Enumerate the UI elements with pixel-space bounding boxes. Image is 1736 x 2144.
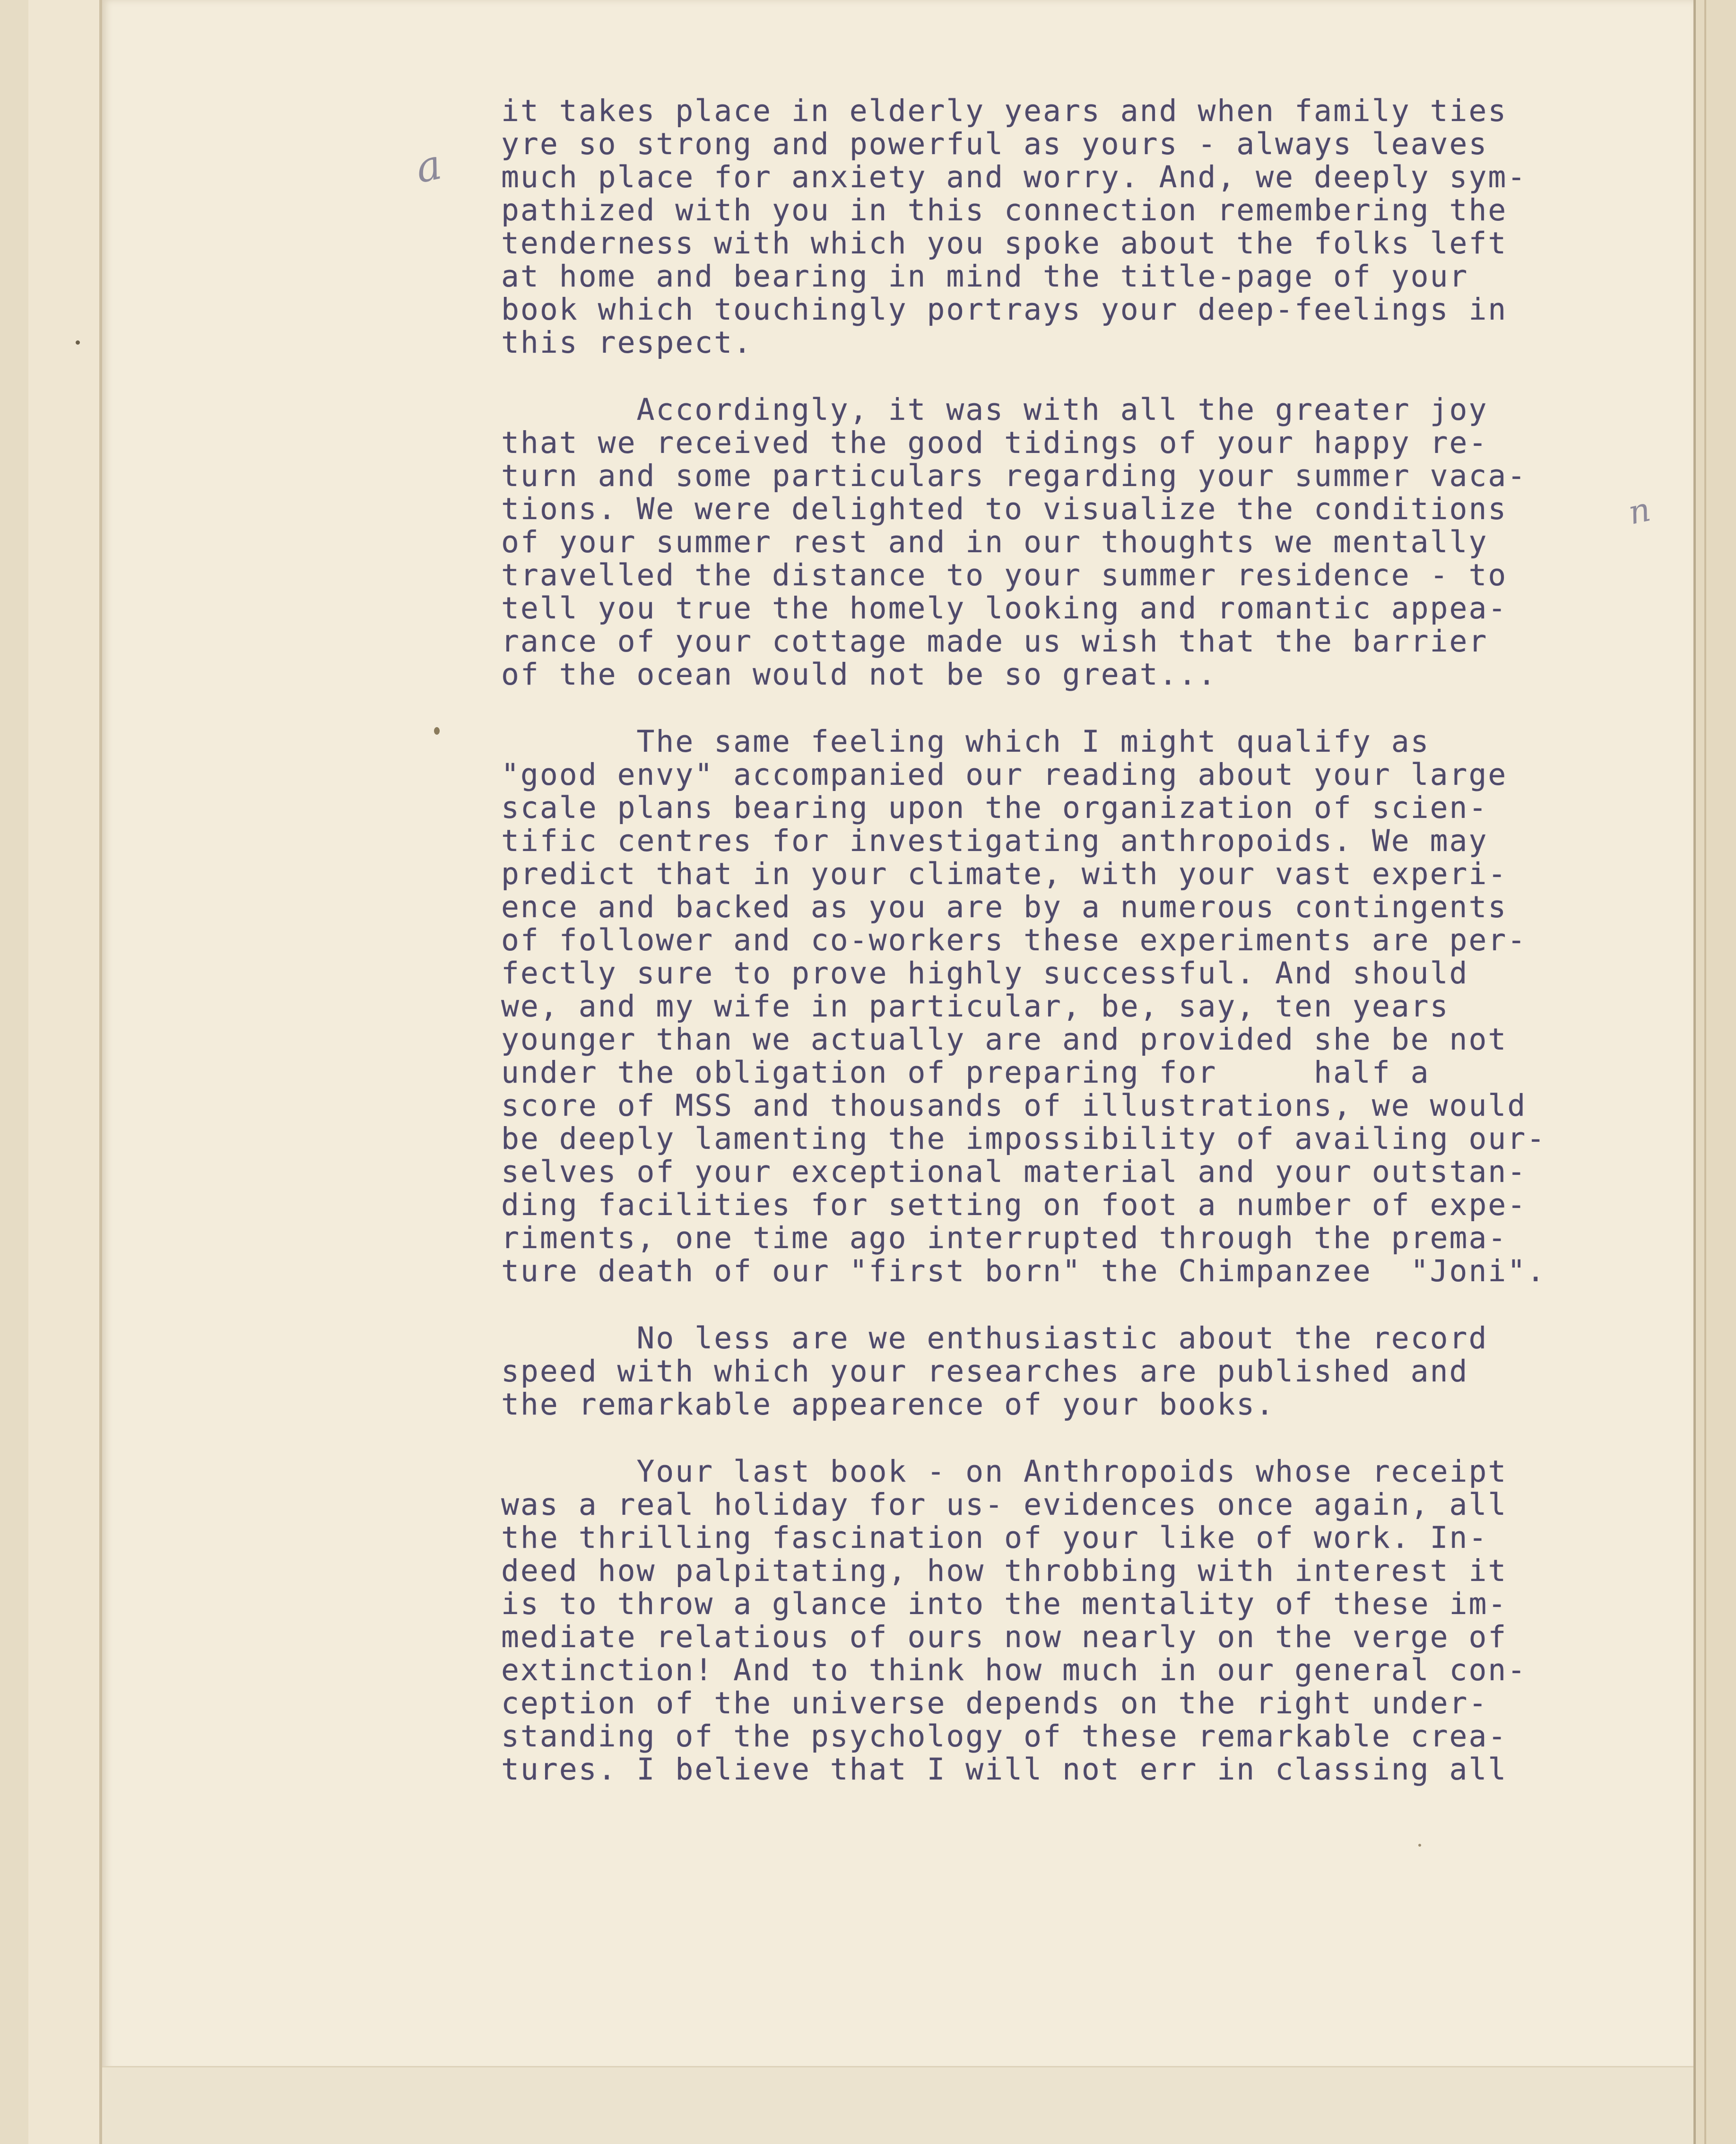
text-line: is to throw a glance into the mentality of these im- [501, 1587, 1508, 1621]
text-line: at home and bearing in mind the title-page of your [501, 259, 1469, 294]
paragraph [501, 95, 1674, 359]
paragraph-gap [501, 359, 1674, 393]
text-line: mediate relatious of ours now nearly on the verge of [501, 1620, 1508, 1654]
paper-speck [1418, 1844, 1421, 1847]
text-line: travelled the distance to your summer residence - to [501, 558, 1508, 592]
text-line: this respect. [501, 325, 753, 360]
text-line: was a real holiday for us- evidences once again, all [501, 1487, 1508, 1522]
text-line: tions. We were delighted to visualize the conditions [501, 492, 1508, 526]
text-line: No less are we enthusiastic about the record [501, 1321, 1488, 1355]
pencil-mark-left: a [411, 139, 446, 193]
paragraph [501, 1322, 1674, 1421]
text-line: of the ocean would not be so great... [501, 657, 1217, 692]
text-line: ception of the universe depends on the right under- [501, 1686, 1488, 1720]
sheet-bottom-margin [102, 2066, 1693, 2144]
paper-speck [76, 340, 80, 345]
paragraph-gap [501, 691, 1674, 725]
text-line: tific centres for investigating anthropoids. We may [501, 824, 1488, 858]
text-line: the thrilling fascination of your like of work. In- [501, 1520, 1488, 1555]
text-line: deed how palpitating, how throbbing with interest it [501, 1554, 1508, 1588]
text-line: extinction! And to think how much in our general con- [501, 1653, 1527, 1687]
text-line: under the obligation of preparing for half a [501, 1055, 1430, 1090]
letter-body [501, 95, 1674, 1786]
text-line: tell you true the homely looking and romantic appea- [501, 591, 1508, 625]
text-line: of follower and co-workers these experiments are per- [501, 923, 1527, 957]
underlying-sheet-edge [0, 0, 30, 2144]
text-line: rance of your cottage made us wish that the barrier [501, 624, 1488, 659]
text-line: it takes place in elderly years and when family ties [501, 94, 1508, 128]
paragraph [501, 1455, 1674, 1786]
text-line: the remarkable appearence of your books. [501, 1387, 1276, 1422]
text-line: riments, one time ago interrupted through the prema- [501, 1221, 1508, 1255]
text-line: fectly sure to prove highly successful. And should [501, 956, 1469, 990]
text-line: ence and backed as you are by a numerous contingents [501, 890, 1508, 924]
text-line: selves of your exceptional material and your outstan- [501, 1154, 1527, 1189]
text-line: be deeply lamenting the impossibility of availing our- [501, 1121, 1546, 1156]
text-line: yre so strong and powerful as yours - always leaves [501, 127, 1488, 161]
text-line: speed with which your researches are published and [501, 1354, 1469, 1389]
text-line: turn and some particulars regarding your summer vaca- [501, 459, 1527, 493]
text-line: younger than we actually are and provided she be not [501, 1022, 1508, 1057]
binding-fold [1693, 0, 1736, 2144]
paragraph [501, 725, 1674, 1288]
text-line: that we received the good tidings of your happy re- [501, 425, 1488, 460]
text-line: standing of the psychology of these remarkable crea- [501, 1719, 1508, 1753]
pencil-mark-right: n [1624, 490, 1654, 532]
paragraph-gap [501, 1288, 1674, 1322]
text-line: tures. I believe that I will not err in classing all [501, 1752, 1508, 1787]
text-line: we, and my wife in particular, be, say, ten years [501, 989, 1450, 1024]
text-line: much place for anxiety and worry. And, we deeply sym- [501, 160, 1527, 194]
text-line: Your last book - on Anthropoids whose receipt [501, 1454, 1508, 1489]
underlying-sheet-edge-2 [28, 0, 102, 2144]
text-line: The same feeling which I might qualify as [501, 724, 1430, 759]
text-line: "good envy" accompanied our reading about your large [501, 757, 1508, 792]
text-line: ding facilities for setting on foot a number of expe- [501, 1188, 1527, 1222]
text-line: tenderness with which you spoke about the folks left [501, 226, 1508, 260]
text-line: of your summer rest and in our thoughts we mentally [501, 525, 1488, 559]
text-line: pathized with you in this connection remembering the [501, 193, 1508, 227]
paper-speck [434, 727, 440, 735]
text-line: scale plans bearing upon the organization of scien- [501, 790, 1488, 825]
paragraph-gap [501, 1421, 1674, 1455]
text-line: predict that in your climate, with your vast experi- [501, 857, 1508, 891]
text-line: Accordingly, it was with all the greater joy [501, 392, 1488, 427]
text-line: score of MSS and thousands of illustrations, we would [501, 1088, 1527, 1123]
paragraph [501, 393, 1674, 691]
text-line: book which touchingly portrays your deep-feelings in [501, 292, 1508, 327]
text-line: ture death of our "first born" the Chimpanzee "Joni". [501, 1254, 1546, 1288]
